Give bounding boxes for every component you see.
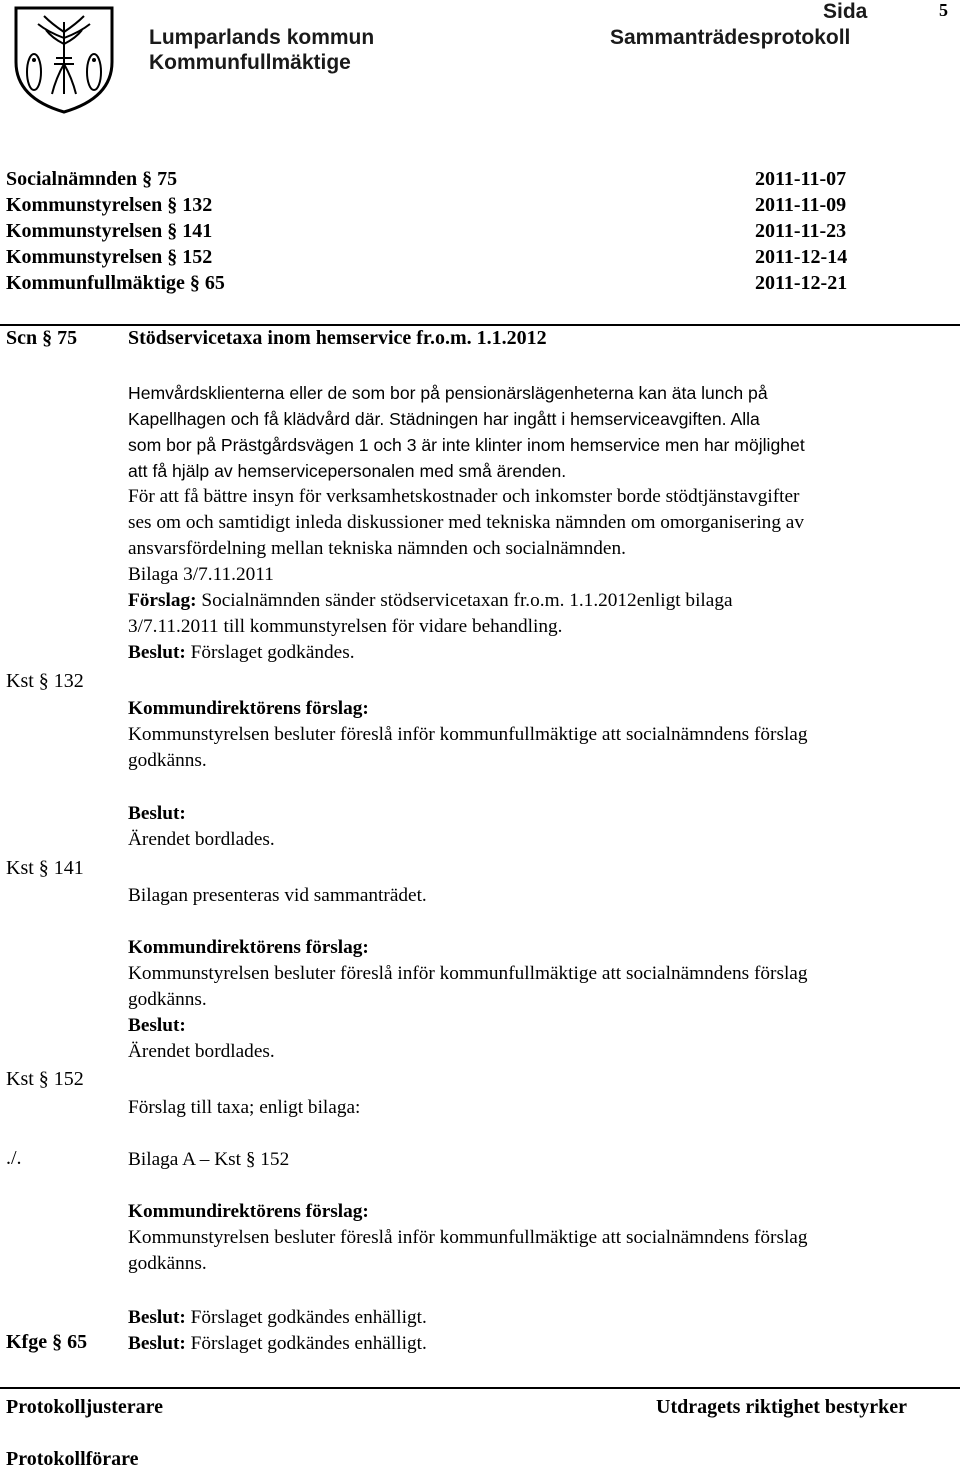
meta-left-list bbox=[6, 166, 225, 296]
proposal-line: godkänns. bbox=[128, 1253, 207, 1274]
scn-body bbox=[128, 380, 805, 666]
attachment-ref: Bilaga A – Kst § 152 bbox=[128, 1149, 290, 1170]
section-title: Stödservicetaxa inom hemservice fr.o.m. 1.1.2012 bbox=[128, 327, 547, 349]
attachment-mark: ./. bbox=[6, 1147, 22, 1169]
beslut-label: Beslut: bbox=[128, 803, 186, 824]
section-divider bbox=[0, 324, 960, 326]
scn-beslut-line bbox=[128, 640, 805, 666]
kst141-ref: Kst § 141 bbox=[6, 857, 84, 879]
beslut-label: Beslut: bbox=[128, 1307, 186, 1328]
kst152-block bbox=[128, 1199, 808, 1277]
meta-right-list bbox=[755, 166, 847, 296]
meta-left-item: Kommunstyrelsen § 152 bbox=[6, 246, 213, 268]
body-line: För att få bättre insyn för verksamhetskostnader och inkomster borde stödtjänstavgifter bbox=[128, 486, 800, 507]
kfge65-beslut bbox=[128, 1331, 427, 1357]
body-line: Hemvårdsklienterna eller de som bor på pensionärslägenheterna kan äta lunch på bbox=[128, 383, 768, 403]
kst141-block bbox=[128, 935, 808, 1065]
forslag-line bbox=[128, 588, 805, 614]
body-line: Bilaga 3/7.11.2011 bbox=[128, 564, 274, 585]
proposal-label: Kommundirektörens förslag: bbox=[128, 937, 369, 958]
kfge65-ref: Kfge § 65 bbox=[6, 1331, 88, 1353]
page-label: Sida bbox=[823, 0, 868, 23]
org-name: Lumparlands kommun bbox=[149, 26, 375, 49]
beslut-text: Ärendet bordlades. bbox=[128, 1041, 275, 1062]
proposal-label: Kommundirektörens förslag: bbox=[128, 1201, 369, 1222]
forslag-text: Socialnämnden sänder stödservicetaxan fr.o.m. 1.1.2012enligt bilaga bbox=[201, 590, 733, 611]
meta-date: 2011-11-23 bbox=[755, 220, 847, 242]
footer-divider bbox=[0, 1387, 960, 1389]
body-line: ansvarsfördelning mellan tekniska nämnden och socialnämnden. bbox=[128, 538, 626, 559]
footer-left: Protokolljusterare bbox=[6, 1396, 164, 1418]
kst132-ref: Kst § 132 bbox=[6, 670, 84, 692]
body-line: Kapellhagen och få klädvård där. Städningen har ingått i hemserviceavgiften. Alla bbox=[128, 409, 760, 429]
body-name: Kommunfullmäktige bbox=[149, 51, 351, 74]
footer-right: Utdragets riktighet bestyrker bbox=[656, 1396, 908, 1418]
beslut-text: Förslaget godkändes enhälligt. bbox=[190, 1333, 427, 1354]
kst152-beslut bbox=[128, 1305, 427, 1331]
proposal-line: Kommunstyrelsen besluter föreslå inför kommunfullmäktige att socialnämndens förslag bbox=[128, 724, 808, 745]
footer-bottom-left: Protokollförare bbox=[6, 1448, 139, 1470]
municipal-crest bbox=[8, 2, 120, 114]
kst141-note: Bilagan presenteras vid sammanträdet. bbox=[128, 885, 427, 906]
proposal-line: Kommunstyrelsen besluter föreslå inför kommunfullmäktige att socialnämndens förslag bbox=[128, 963, 808, 984]
coat-of-arms-icon bbox=[8, 2, 120, 114]
forslag-line-2: 3/7.11.2011 till kommunstyrelsen för vidare behandling. bbox=[128, 616, 563, 637]
body-line: ses om och samtidigt inleda diskussioner med tekniska nämnden om omorganisering av bbox=[128, 512, 804, 533]
meta-date: 2011-12-21 bbox=[755, 272, 848, 294]
meta-left-item: Kommunstyrelsen § 132 bbox=[6, 194, 213, 216]
body-line: att få hjälp av hemservicepersonalen med små ärenden. bbox=[128, 461, 567, 481]
beslut-label: Beslut: bbox=[128, 1015, 186, 1036]
kst132-beslut bbox=[128, 801, 275, 853]
kst132-block bbox=[128, 696, 808, 774]
proposal-line: godkänns. bbox=[128, 989, 207, 1010]
section-ref: Scn § 75 bbox=[6, 327, 78, 349]
beslut-text: Ärendet bordlades. bbox=[128, 829, 275, 850]
beslut-label: Beslut: bbox=[128, 1333, 186, 1354]
meta-left-item: Socialnämnden § 75 bbox=[6, 168, 178, 190]
meta-date: 2011-11-09 bbox=[755, 194, 847, 216]
meta-left-item: Kommunstyrelsen § 141 bbox=[6, 220, 213, 242]
proposal-line: godkänns. bbox=[128, 750, 207, 771]
meta-left-item: Kommunfullmäktige § 65 bbox=[6, 272, 225, 294]
beslut-text: Förslaget godkändes enhälligt. bbox=[190, 1307, 427, 1328]
meta-date: 2011-12-14 bbox=[755, 246, 848, 268]
beslut-label: Beslut: bbox=[128, 642, 186, 663]
page-number: 5 bbox=[939, 0, 948, 20]
proposal-line: Kommunstyrelsen besluter föreslå inför kommunfullmäktige att socialnämndens förslag bbox=[128, 1227, 808, 1248]
kst152-note: Förslag till taxa; enligt bilaga: bbox=[128, 1097, 361, 1118]
proposal-label: Kommundirektörens förslag: bbox=[128, 698, 369, 719]
body-line: som bor på Prästgårdsvägen 1 och 3 är inte klinter inom hemservice men har möjlighet bbox=[128, 435, 805, 455]
doc-type: Sammanträdesprotokoll bbox=[610, 26, 851, 49]
meta-date: 2011-11-07 bbox=[755, 168, 847, 190]
beslut-text: Förslaget godkändes. bbox=[190, 642, 355, 663]
forslag-label: Förslag: bbox=[128, 590, 197, 611]
kst152-ref: Kst § 152 bbox=[6, 1068, 84, 1090]
